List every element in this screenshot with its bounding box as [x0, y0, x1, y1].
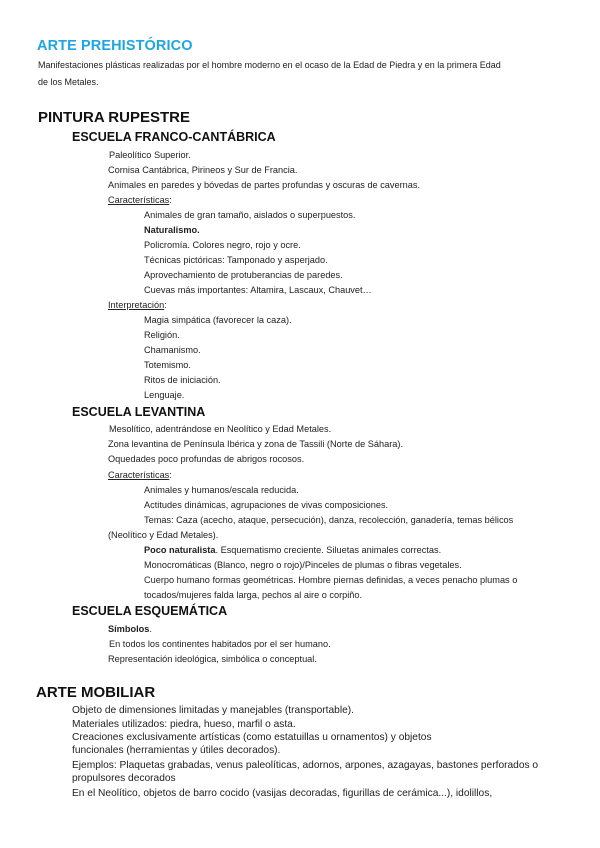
franco-caract-item: Policromía. Colores negro, rojo y ocre.	[144, 240, 301, 250]
mobiliar-line: Creaciones exclusivamente artísticas (como estatuillas u ornamentos) y objetos	[72, 732, 432, 743]
franco-caract-item: Técnicas pictóricas: Tamponado y asperjado.	[144, 255, 328, 265]
mobiliar-line: funcionales (herramientas y útiles decorados).	[72, 745, 281, 756]
levantina-line: Mesolítico, adentrándose en Neolítico y Edad Metales.	[109, 424, 332, 434]
esquematica-simbolos: Símbolos.	[108, 624, 152, 634]
mobiliar-line: Materiales utilizados: piedra, hueso, marfil o asta.	[72, 719, 296, 730]
levantina-caract-item: (Neolítico y Edad Metales).	[108, 530, 219, 540]
franco-caract-item: Naturalismo.	[144, 225, 200, 235]
levantina-line: Oquedades poco profundas de abrigos rocosos.	[108, 454, 305, 464]
heading-arte-mobiliar: ARTE MOBILIAR	[36, 684, 156, 701]
mobiliar-line: Ejemplos: Plaquetas grabadas, venus paleolíticas, adornos, arpones, azagayas, bastones perforados o	[72, 760, 539, 771]
levantina-line: Zona levantina de Península Ibérica y zona de Tassili (Norte de Sáhara).	[108, 439, 404, 449]
franco-caract-item: Aprovechamiento de protuberancias de paredes.	[144, 270, 343, 280]
levantina-caract-item: Actitudes dinámicas, agrupaciones de vivas composiciones.	[144, 500, 389, 510]
levantina-caract-item: Cuerpo humano formas geométricas. Hombre piernas definidas, a veces penacho plumas o	[144, 575, 518, 585]
levantina-caract-item: Monocromáticas (Blanco, negro o rojo)/Pinceles de plumas o fibras vegetales.	[144, 560, 462, 570]
heading-pintura-rupestre: PINTURA RUPESTRE	[38, 109, 190, 126]
franco-interp-item: Chamanismo.	[144, 345, 201, 355]
mobiliar-line: En el Neolítico, objetos de barro cocido (vasijas decoradas, figurillas de cerámica...), idolillos,	[72, 788, 493, 799]
franco-line: Cornisa Cantábrica, Pirineos y Sur de Francia.	[108, 165, 298, 175]
heading-escuela-franco-cantabrica: ESCUELA FRANCO-CANTÁBRICA	[72, 130, 276, 144]
intro-line-2: de los Metales.	[38, 77, 99, 87]
franco-interp-item: Magia simpática (favorecer la caza).	[144, 315, 292, 325]
heading-escuela-esquematica: ESCUELA ESQUEMÁTICA	[72, 604, 228, 618]
levantina-caract-item: Temas: Caza (acecho, ataque, persecución), danza, recolección, ganadería, temas bélicos	[144, 515, 514, 525]
levantina-caract-item: Poco naturalista. Esquematismo creciente. Siluetas animales correctas.	[144, 545, 442, 555]
franco-caract-item: Animales de gran tamaño, aislados o superpuestos.	[144, 210, 356, 220]
intro-line-1: Manifestaciones plásticas realizadas por el hombre moderno en el ocaso de la Edad de Piedra y en la primera Edad	[38, 60, 501, 70]
franco-interp-item: Religión.	[144, 330, 180, 340]
franco-line: Paleolítico Superior.	[109, 150, 191, 160]
levantina-caracteristicas-label: Características:	[108, 470, 172, 480]
franco-interp-item: Totemismo.	[144, 360, 191, 370]
franco-interpretacion-label: Interpretación:	[108, 300, 167, 310]
esquematica-line: Representación ideológica, simbólica o conceptual.	[108, 654, 317, 664]
franco-line: Animales en paredes y bóvedas de partes profundas y oscuras de cavernas.	[108, 180, 421, 190]
franco-interp-item: Lenguaje.	[144, 390, 185, 400]
franco-caract-item: Cuevas más importantes: Altamira, Lascaux, Chauvet…	[144, 285, 372, 295]
levantina-caract-item: tocados/mujeres falda larga, pechos al aire o corpiño.	[144, 590, 363, 600]
heading-escuela-levantina: ESCUELA LEVANTINA	[72, 405, 206, 419]
mobiliar-line: Objeto de dimensiones limitadas y manejables (transportable).	[72, 705, 354, 716]
franco-caracteristicas-label: Características:	[108, 195, 172, 205]
franco-interp-item: Ritos de iniciación.	[144, 375, 221, 385]
page-title: ARTE PREHISTÓRICO	[37, 38, 193, 54]
mobiliar-line: propulsores decorados	[72, 773, 176, 784]
levantina-caract-item: Animales y humanos/escala reducida.	[144, 485, 299, 495]
esquematica-line: En todos los continentes habitados por el ser humano.	[109, 639, 331, 649]
